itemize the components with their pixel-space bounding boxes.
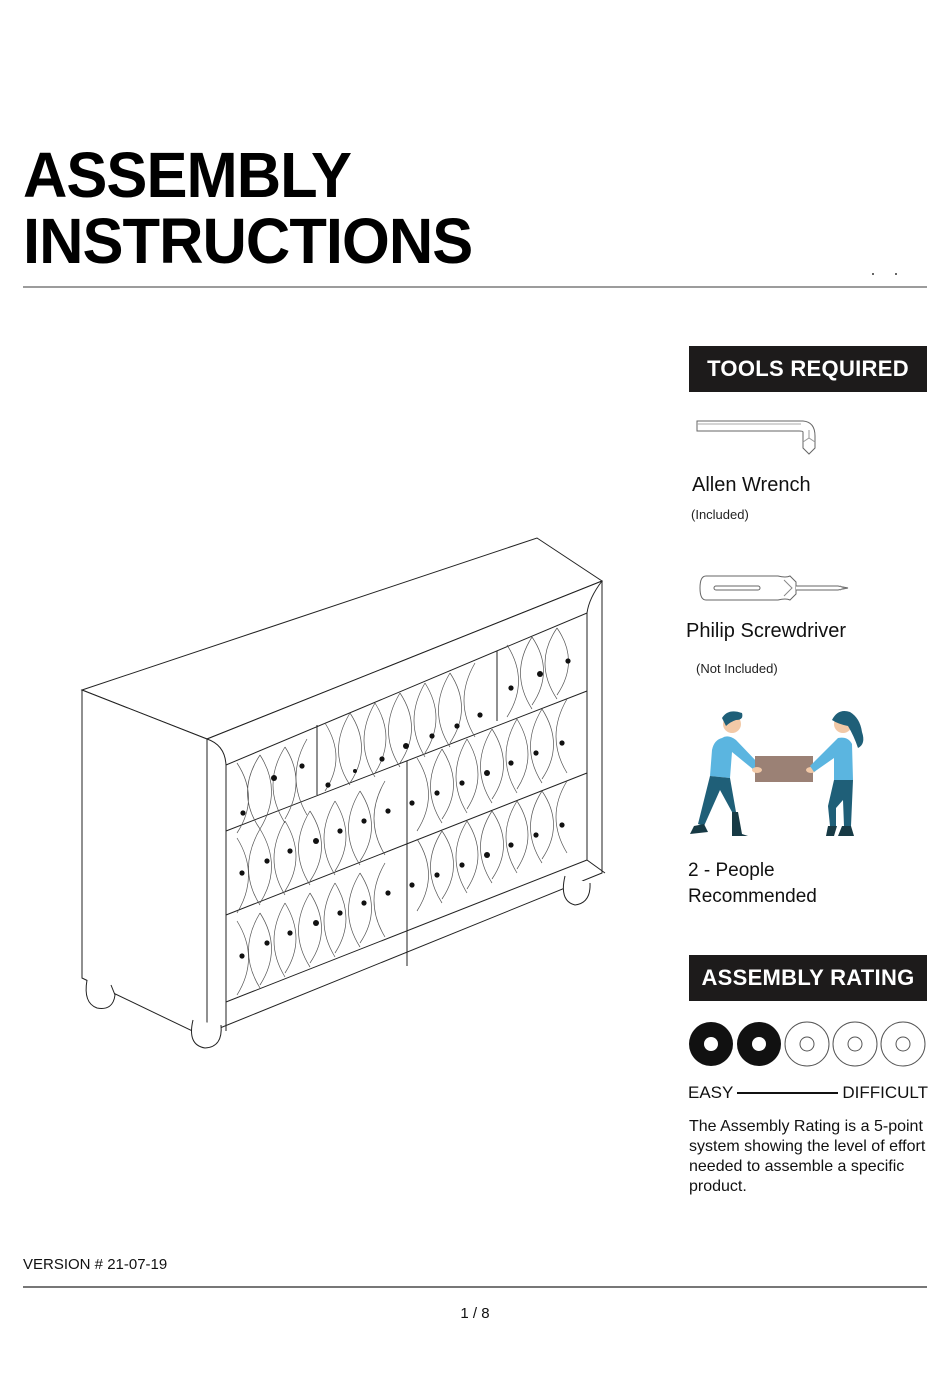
rating-dot-filled-icon	[689, 1022, 733, 1066]
rating-dot-filled-icon	[737, 1022, 781, 1066]
tool-note-allen-wrench: (Included)	[691, 507, 749, 522]
rating-scale	[688, 1082, 928, 1104]
tool-name-screwdriver: Philip Screwdriver	[686, 620, 847, 642]
scale-difficult-label: DIFFICULT	[842, 1083, 928, 1102]
version-label: VERSION # 21-07-19	[23, 1256, 168, 1273]
tool-note-screwdriver: (Not Included)	[696, 661, 778, 676]
tool-name-allen-wrench: Allen Wrench	[692, 474, 811, 496]
decorative-marks	[868, 273, 898, 275]
tools-required-header: TOOLS REQUIRED	[689, 346, 927, 392]
dresser-illustration	[75, 533, 610, 1053]
header-divider	[23, 286, 927, 288]
rating-dot-empty-icon	[785, 1022, 829, 1066]
allen-wrench-icon	[695, 418, 820, 460]
assembly-rating-indicator	[688, 1021, 928, 1067]
scale-line	[737, 1092, 838, 1094]
rating-dot-empty-icon	[833, 1022, 877, 1066]
title-line-2: INSTRUCTIONS	[23, 205, 473, 277]
two-people-carrying-box-icon	[688, 708, 873, 843]
people-recommended-label: Recommended	[688, 886, 817, 907]
footer-divider	[23, 1286, 927, 1288]
rating-description: The Assembly Rating is a 5-point system showing the level of effort needed to assemble a specific product.	[689, 1118, 926, 1195]
page-number: 1 / 8	[460, 1305, 490, 1322]
screwdriver-icon	[698, 572, 853, 604]
scale-easy-label: EASY	[688, 1083, 734, 1102]
rating-dot-empty-icon	[881, 1022, 925, 1066]
title-line-1: ASSEMBLY	[23, 139, 352, 211]
document-title	[23, 139, 473, 277]
assembly-rating-header: ASSEMBLY RATING	[689, 955, 927, 1001]
people-recommendation	[688, 858, 817, 910]
people-count: 2 - People	[688, 860, 775, 881]
